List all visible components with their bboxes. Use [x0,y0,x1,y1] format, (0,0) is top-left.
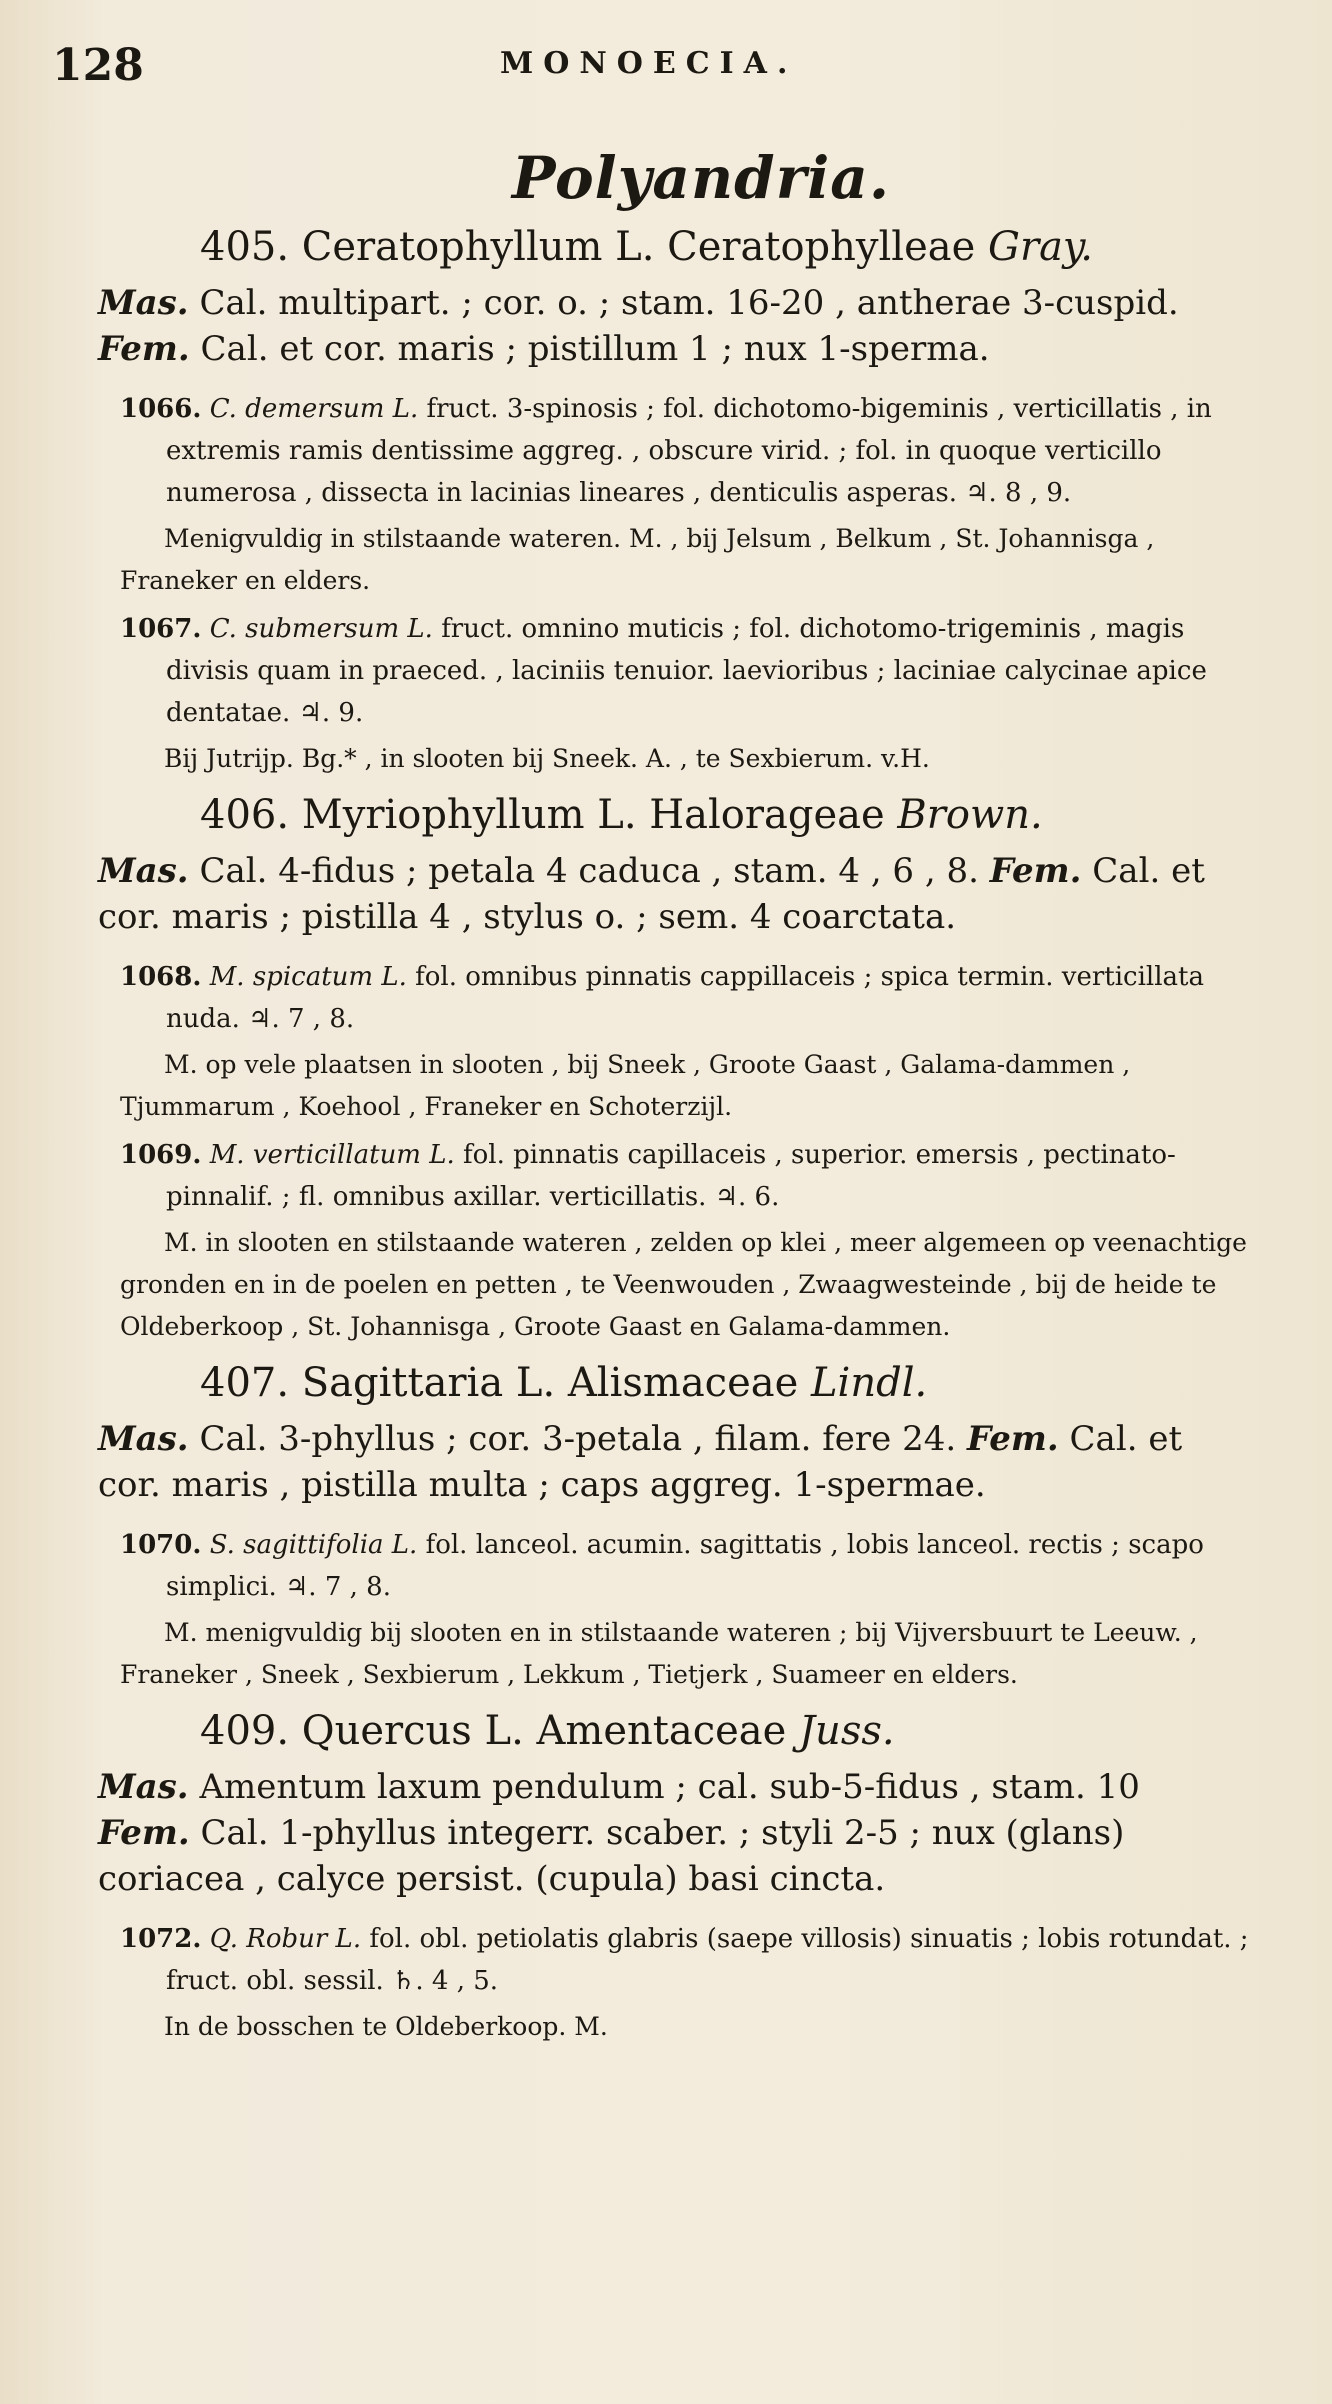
genus-heading [200,1708,1252,1754]
species-name: S. sagittifolia L. [209,1530,418,1560]
mas-text: Amentum laxum pendulum ; cal. sub-5-fidus , stam. 10 [199,1767,1140,1807]
species-description: fol. pinnatis capillaceis , superior. emersis , pectinato-pinnalif. ; fl. omnibus axillar. verticillatis. ♃. 6. [166,1140,1176,1212]
species-entry [120,1134,1252,1218]
species-name: Q. Robur L. [209,1924,362,1954]
genus-description [98,1764,1252,1902]
species-entry [120,1918,1252,2002]
genus-name: 406. Myriophyllum L. Halorageae [200,792,885,838]
species-number: 1067. [120,614,202,644]
genus-block [50,1708,1252,2048]
fem-text: Cal. et cor. maris ; pistilla 4 , stylus o. ; sem. 4 coarctata. [98,851,1205,937]
species-number: 1066. [120,394,202,424]
mas-label: Mas. [98,283,189,323]
species-entry [120,956,1252,1040]
page-header [50,30,1252,100]
genus-name: 409. Quercus L. Amentaceae [200,1708,787,1754]
fem-text: Cal. 1-phyllus integerr. scaber. ; styli 2-5 ; nux (glans) coriacea , calyce persist. (cupula) basi cincta. [98,1813,1125,1899]
genus-heading [200,1360,1252,1406]
mas-label: Mas. [98,851,189,891]
species-entry [120,388,1252,514]
species-number: 1069. [120,1140,202,1170]
family-author: Brown. [897,792,1043,838]
species-locality: In de bosschen te Oldeberkoop. M. [164,2012,608,2041]
species-name: M. spicatum L. [209,962,407,992]
species-name: M. verticillatum L. [209,1140,455,1170]
species-entry [120,1524,1252,1608]
mas-label: Mas. [98,1767,189,1807]
fem-text: Cal. et cor. maris , pistilla multa ; caps aggreg. 1-spermae. [98,1419,1183,1505]
genus-description [98,280,1252,372]
species-description: fruct. omnino muticis ; fol. dichotomo-trigeminis , magis divisis quam in praeced. , laciniis tenuior. laevioribus ; laciniae calycinae apice dentatae. ♃. 9. [166,614,1207,728]
species-description: fol. omnibus pinnatis cappillaceis ; spica termin. verticillata nuda. ♃. 7 , 8. [166,962,1204,1034]
fem-label: Fem. [989,851,1082,891]
fem-label: Fem. [98,1813,190,1853]
fem-text: Cal. et cor. maris ; pistillum 1 ; nux 1-sperma. [200,329,990,369]
species-entry [120,608,1252,734]
fem-label: Fem. [98,329,190,369]
genus-name: 405. Ceratophyllum L. Ceratophylleae [200,224,976,270]
species-number: 1068. [120,962,202,992]
species-locality: Bij Jutrijp. Bg.* , in slooten bij Sneek. A. , te Sexbierum. v.H. [164,744,930,773]
mas-text: Cal. multipart. ; cor. o. ; stam. 16-20 , antherae 3-cuspid. [199,283,1179,323]
species-locality: M. op vele plaatsen in slooten , bij Sneek , Groote Gaast , Galama-dammen , Tjummarum , Koehool , Franeker en Schoterzijl. [120,1050,1131,1121]
genus-name: 407. Sagittaria L. Alismaceae [200,1360,799,1406]
species-description: fruct. 3-spinosis ; fol. dichotomo-bigeminis , verticillatis , in extremis ramis dentissime aggreg. , obscure virid. ; fol. in quoque verticillo numerosa , dissecta in lacinias lineares , denticulis asperas. ♃. 8 , 9. [166,394,1212,508]
species-name: C. demersum L. [209,394,419,424]
mas-text: Cal. 4-fidus ; petala 4 caduca , stam. 4 , 6 , 8. [199,851,979,891]
page-number: 128 [52,40,144,91]
species-number: 1070. [120,1530,202,1560]
species-description: fol. obl. petiolatis glabris (saepe villosis) sinuatis ; lobis rotundat. ; fruct. obl. sessil. ♄. 4 , 5. [166,1924,1249,1996]
mas-text: Cal. 3-phyllus ; cor. 3-petala , filam. fere 24. [199,1419,957,1459]
species-locality: Menigvuldig in stilstaande wateren. M. , bij Jelsum , Belkum , St. Johannisga , Franeker en elders. [120,524,1155,595]
genus-block [50,224,1252,780]
genus-description [98,1416,1252,1508]
species-number: 1072. [120,1924,202,1954]
species-locality: M. in slooten en stilstaande wateren , zelden op klei , meer algemeen op veenachtige gronden en in de poelen en petten , te Veenwouden , Zwaagwesteinde , bij de heide te Oldeberkoop , St. Johannisga , Groote Gaast en Galama-dammen. [120,1228,1247,1341]
fem-label: Fem. [967,1419,1059,1459]
genus-heading [200,792,1252,838]
running-head: MONOECIA. [500,46,798,81]
species-locality: M. menigvuldig bij slooten en in stilstaande wateren ; bij Vijversbuurt te Leeuw. , Franeker , Sneek , Sexbierum , Lekkum , Tietjerk , Suameer en elders. [120,1618,1198,1689]
section-title: Polyandria. [511,144,891,212]
family-author: Gray. [988,224,1093,270]
genus-description [98,848,1252,940]
genus-heading [200,224,1252,270]
species-description: fol. lanceol. acumin. sagittatis , lobis lanceol. rectis ; scapo simplici. ♃. 7 , 8. [166,1530,1204,1602]
family-author: Lindl. [810,1360,928,1406]
genus-block [50,792,1252,1348]
species-name: C. submersum L. [209,614,433,644]
mas-label: Mas. [98,1419,189,1459]
genus-block [50,1360,1252,1696]
family-author: Juss. [799,1708,895,1754]
